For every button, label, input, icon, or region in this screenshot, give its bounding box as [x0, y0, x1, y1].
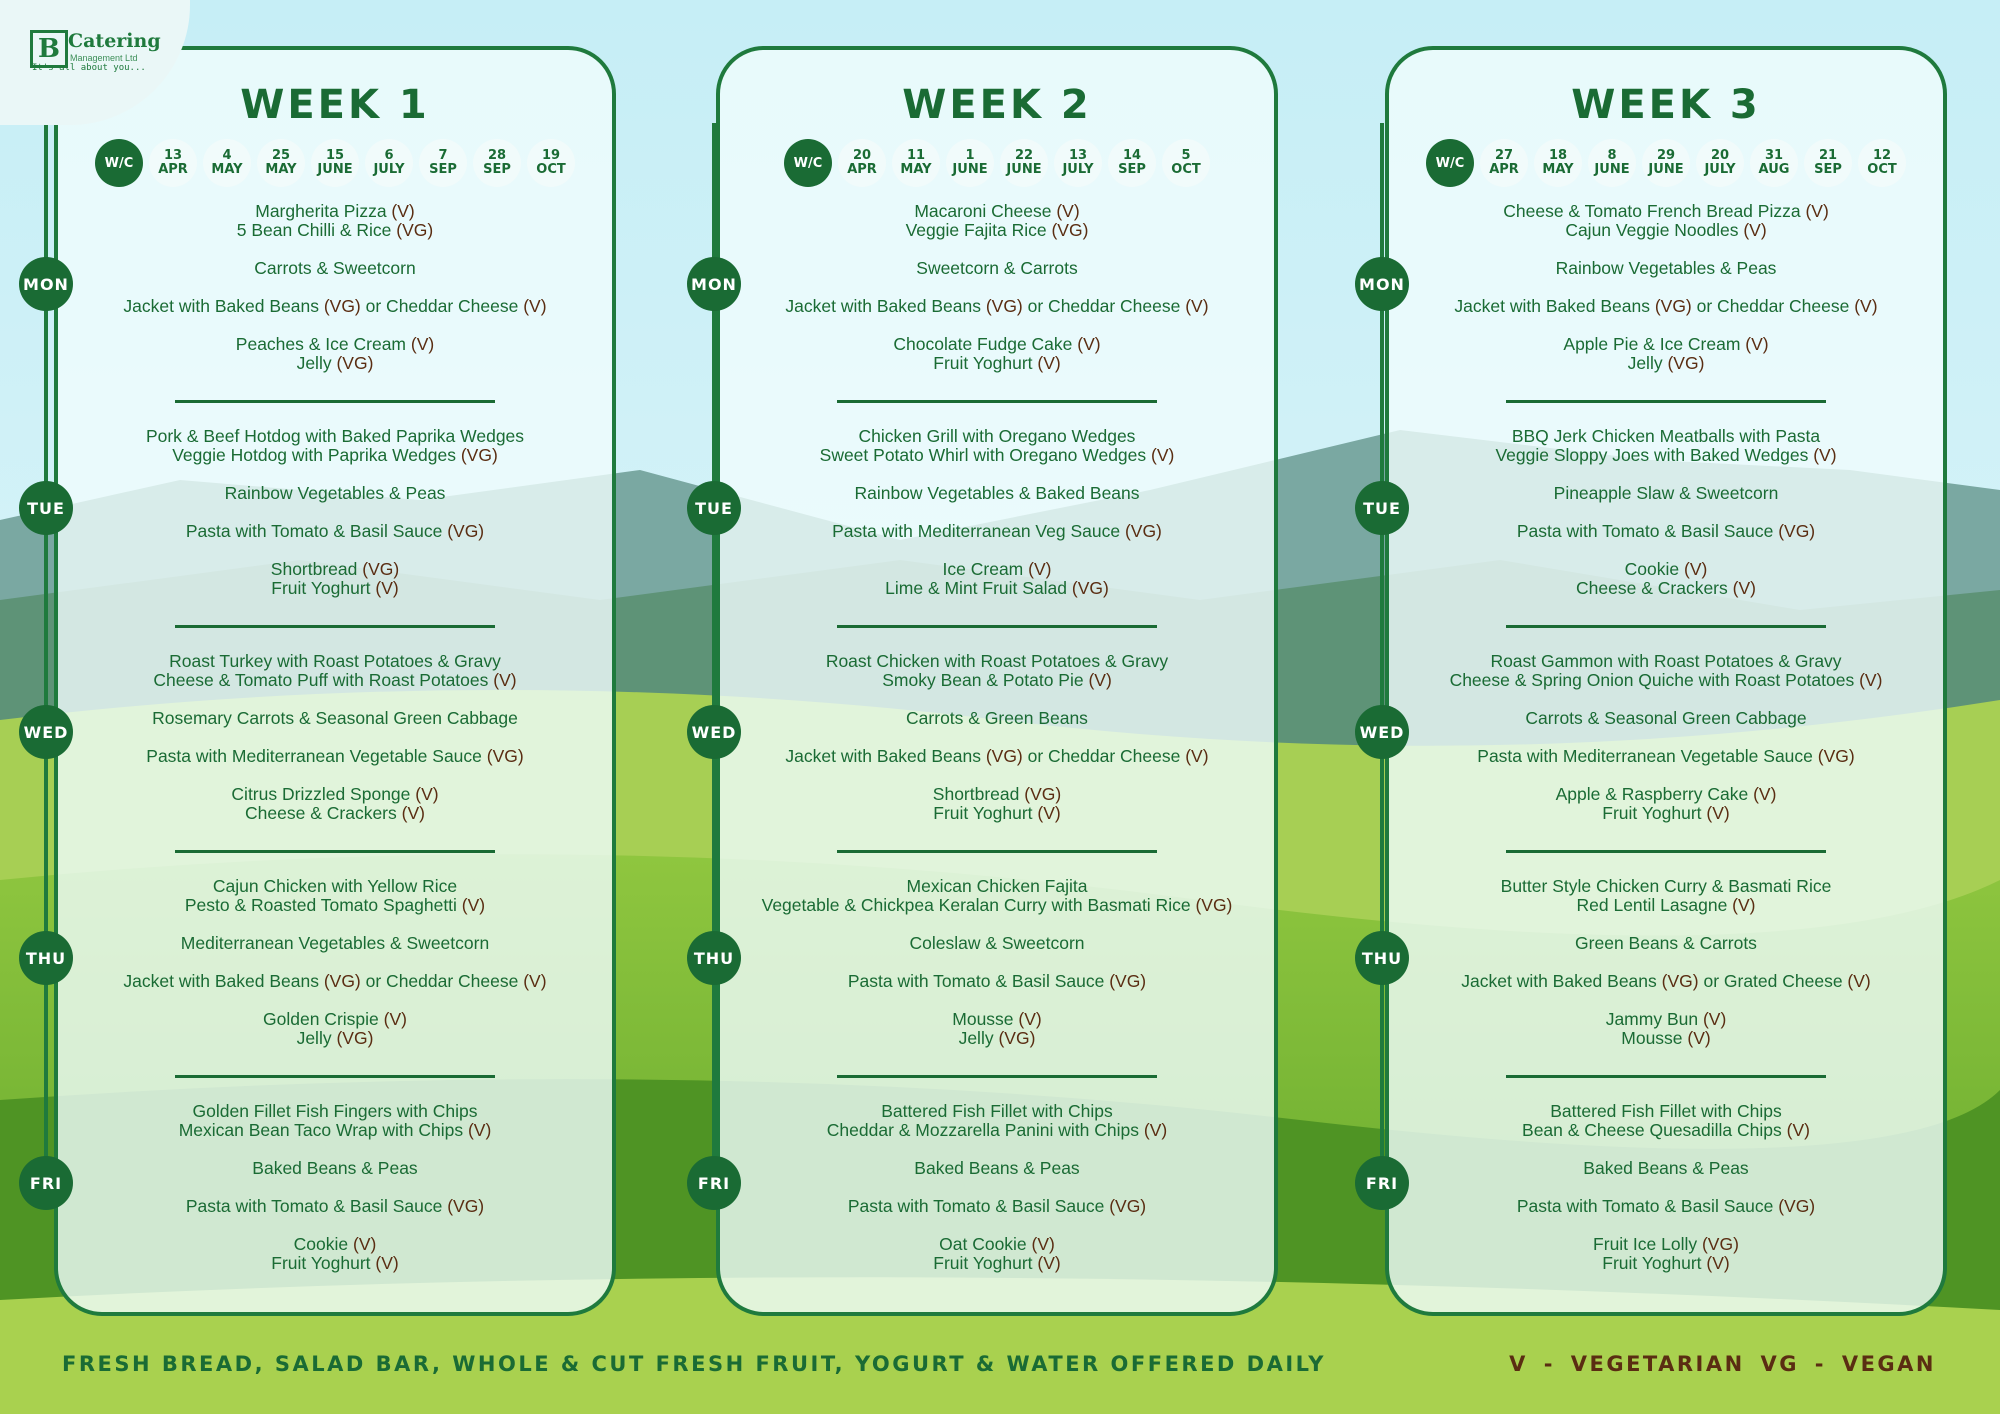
menu-item: Margherita Pizza (V) 5 Bean Chilli & Rice (VG): [236, 201, 434, 240]
menu-item: Pasta with Mediterranean Vegetable Sauce (VG): [1477, 746, 1855, 766]
menu-item: Pasta with Tomato & Basil Sauce (VG): [847, 971, 1147, 991]
menu-item: Peaches & Ice Cream (V) Jelly (VG): [235, 334, 435, 373]
menu-item: Jacket with Baked Beans (VG) or Cheddar Cheese (V): [785, 296, 1209, 316]
day-divider: [1506, 400, 1826, 403]
date-chip: 13 JULY: [1054, 139, 1102, 187]
diet-marker: (VG): [362, 559, 400, 579]
diet-marker: (V): [1753, 784, 1777, 804]
diet-marker: (V): [1031, 1234, 1055, 1254]
diet-marker: (VG): [985, 296, 1023, 316]
menu-item: Jacket with Baked Beans (VG) or Cheddar Cheese (V): [1454, 296, 1878, 316]
diet-marker: (V): [353, 1234, 377, 1254]
diet-marker: (V): [1706, 803, 1730, 823]
diet-marker: (V): [1185, 296, 1209, 316]
diet-marker: (V): [1786, 1120, 1810, 1140]
menu-item: Jacket with Baked Beans (VG) or Cheddar Cheese (V): [785, 746, 1209, 766]
menu-item: Apple Pie & Ice Cream (V) Jelly (VG): [1563, 334, 1769, 373]
day-divider: [175, 850, 495, 853]
week-commencing-badge: W/C: [784, 139, 832, 187]
diet-marker: (V): [1037, 353, 1061, 373]
menu-item: Pasta with Tomato & Basil Sauce (VG): [1516, 521, 1816, 541]
date-chip: 20 JULY: [1696, 139, 1744, 187]
date-chip: 19 OCT: [527, 139, 575, 187]
diet-marker: (V): [523, 296, 547, 316]
day-badge-mon: MON: [19, 257, 73, 311]
footer-daily-offer: FRESH BREAD, SALAD BAR, WHOLE & CUT FRESH FRUIT, YOGURT & WATER OFFERED DAILY: [62, 1352, 1326, 1376]
diet-marker: (V): [391, 201, 415, 221]
menu-item: Golden Crispie (V) Jelly (VG): [263, 1009, 407, 1048]
date-chip: 31 AUG: [1750, 139, 1798, 187]
menu-item: Shortbread (VG) Fruit Yoghurt (V): [932, 784, 1062, 823]
week-commencing-dates: [1389, 139, 1943, 187]
day-badge-thu: THU: [1355, 931, 1409, 985]
date-chip: 12 OCT: [1858, 139, 1906, 187]
date-chip: 4 MAY: [203, 139, 251, 187]
date-chip: 27 APR: [1480, 139, 1528, 187]
menu-item: Roast Gammon with Roast Potatoes & Gravy Cheese & Spring Onion Quiche with Roast Potatoes (V): [1449, 651, 1883, 690]
week-title: WEEK 1: [240, 82, 430, 128]
diet-marker: (V): [1805, 201, 1829, 221]
menu-item: Butter Style Chicken Curry & Basmati Rice Red Lentil Lasagne (V): [1500, 876, 1832, 915]
diet-marker: (VG): [1051, 220, 1089, 240]
menu-item: Ice Cream (V) Lime & Mint Fruit Salad (VG): [885, 559, 1109, 598]
logo-subtitle: Management Ltd: [70, 53, 138, 63]
menu-item: Baked Beans & Peas: [914, 1158, 1080, 1178]
day-menu-wed: [58, 652, 612, 842]
diet-marker: (VG): [1778, 521, 1816, 541]
diet-marker: (V): [1037, 1253, 1061, 1273]
diet-marker: (VG): [1817, 746, 1855, 766]
diet-marker: (V): [1056, 201, 1080, 221]
date-chip: 6 JULY: [365, 139, 413, 187]
diet-marker: (V): [467, 1120, 492, 1140]
menu-item: Fruit Ice Lolly (VG) Fruit Yoghurt (V): [1593, 1234, 1739, 1273]
day-divider: [1506, 625, 1826, 628]
menu-item: Mexican Chicken Fajita Vegetable & Chickpea Keralan Curry with Basmati Rice (VG): [761, 876, 1233, 915]
diet-marker: (VG): [336, 353, 374, 373]
diet-marker: (VG): [323, 971, 361, 991]
diet-marker: (VG): [1667, 353, 1705, 373]
diet-marker: (VG): [396, 220, 434, 240]
diet-marker: (VG): [985, 746, 1023, 766]
menu-item: Coleslaw & Sweetcorn: [909, 933, 1085, 953]
diet-marker: (VG): [447, 521, 485, 541]
day-badge-tue: TUE: [1355, 481, 1409, 535]
date-chip: 14 SEP: [1108, 139, 1156, 187]
menu-item: Cookie (V) Cheese & Crackers (V): [1576, 559, 1756, 598]
menu-item: Pineapple Slaw & Sweetcorn: [1553, 483, 1779, 503]
logo-tagline: It's all about you...: [32, 63, 146, 73]
diet-marker: (VG): [486, 746, 524, 766]
menu-item: Battered Fish Fillet with Chips Bean & Cheese Quesadilla Chips (V): [1522, 1101, 1810, 1140]
menu-item: Pasta with Tomato & Basil Sauce (VG): [185, 521, 485, 541]
date-chip: 22 JUNE: [1000, 139, 1048, 187]
diet-marker: (V): [1018, 1009, 1042, 1029]
logo-mark: B: [30, 30, 68, 68]
week-2-card: [716, 46, 1278, 1316]
diet-marker: (VG): [323, 296, 361, 316]
menu-item: Baked Beans & Peas: [1583, 1158, 1749, 1178]
date-chip: 11 MAY: [892, 139, 940, 187]
day-menu-tue: [720, 427, 1274, 617]
day-menu-thu: [720, 877, 1274, 1067]
diet-marker: (VG): [1195, 895, 1233, 915]
date-chip: 25 MAY: [257, 139, 305, 187]
day-menu-wed: [720, 652, 1274, 842]
diet-marker: (V): [410, 334, 435, 354]
menu-item: Pasta with Mediterranean Veg Sauce (VG): [832, 521, 1162, 541]
week-title: WEEK 2: [902, 82, 1092, 128]
diet-marker: (VG): [1071, 578, 1109, 598]
day-menu-wed: [1389, 652, 1943, 842]
diet-marker: (VG): [1701, 1234, 1739, 1254]
diet-marker: (VG): [1024, 784, 1062, 804]
diet-marker: (V): [461, 895, 486, 915]
menu-item: Pasta with Mediterranean Vegetable Sauce (VG): [146, 746, 524, 766]
day-menu-tue: [58, 427, 612, 617]
menu-item: Carrots & Seasonal Green Cabbage: [1525, 708, 1807, 728]
diet-marker: (VG): [998, 1028, 1036, 1048]
menu-item: Pasta with Tomato & Basil Sauce (VG): [1516, 1196, 1816, 1216]
diet-marker: (V): [1037, 803, 1061, 823]
week-commencing-dates: [58, 139, 612, 187]
diet-marker: (V): [415, 784, 439, 804]
diet-marker: (V): [1743, 220, 1767, 240]
diet-marker: (V): [1706, 1253, 1730, 1273]
day-divider: [1506, 1075, 1826, 1078]
menu-item: Mediterranean Vegetables & Sweetcorn: [180, 933, 490, 953]
menu-item: Apple & Raspberry Cake (V) Fruit Yoghurt (V): [1555, 784, 1777, 823]
menu-item: Battered Fish Fillet with Chips Cheddar & Mozzarella Panini with Chips (V): [826, 1101, 1168, 1140]
menu-item: Rosemary Carrots & Seasonal Green Cabbage: [152, 708, 518, 728]
day-divider: [837, 625, 1157, 628]
menu-item: Cajun Chicken with Yellow Rice Pesto & Roasted Tomato Spaghetti (V): [184, 876, 486, 915]
diet-marker: (V): [1143, 1120, 1168, 1140]
day-divider: [1506, 850, 1826, 853]
week-3-card: [1385, 46, 1947, 1316]
date-chip: 8 JUNE: [1588, 139, 1636, 187]
date-chip: 5 OCT: [1162, 139, 1210, 187]
day-menu-thu: [58, 877, 612, 1067]
day-badge-fri: FRI: [19, 1156, 73, 1210]
day-divider: [175, 1075, 495, 1078]
day-menu-fri: [58, 1102, 612, 1292]
week-title: WEEK 3: [1571, 82, 1761, 128]
diet-marker: (V): [1028, 559, 1052, 579]
diet-marker: (VG): [336, 1028, 374, 1048]
day-badge-fri: FRI: [1355, 1156, 1409, 1210]
day-menu-fri: [720, 1102, 1274, 1292]
menu-item: Rainbow Vegetables & Peas: [224, 483, 446, 503]
day-badge-thu: THU: [687, 931, 741, 985]
diet-marker: (V): [1088, 670, 1112, 690]
menu-item: Baked Beans & Peas: [252, 1158, 418, 1178]
date-chip: 29 JUNE: [1642, 139, 1690, 187]
menu-item: Chicken Grill with Oregano Wedges Sweet Potato Whirl with Oregano Wedges (V): [819, 426, 1175, 465]
date-chip: 20 APR: [838, 139, 886, 187]
menu-item: Jacket with Baked Beans (VG) or Grated Cheese (V): [1461, 971, 1871, 991]
diet-marker: (V): [375, 1253, 399, 1273]
day-divider: [837, 850, 1157, 853]
day-divider: [175, 625, 495, 628]
menu-item: Shortbread (VG) Fruit Yoghurt (V): [270, 559, 400, 598]
diet-marker: (V): [1684, 559, 1708, 579]
menu-item: Carrots & Sweetcorn: [254, 258, 416, 278]
diet-marker: (VG): [460, 445, 498, 465]
day-divider: [837, 400, 1157, 403]
day-menu-mon: [720, 202, 1274, 392]
date-chip: 13 APR: [149, 139, 197, 187]
week-commencing-badge: W/C: [95, 139, 143, 187]
menu-item: Rainbow Vegetables & Peas: [1555, 258, 1777, 278]
day-menu-fri: [1389, 1102, 1943, 1292]
menu-item: Cheese & Tomato French Bread Pizza (V) Cajun Veggie Noodles (V): [1503, 201, 1829, 240]
day-badge-mon: MON: [687, 257, 741, 311]
diet-marker: (V): [1854, 296, 1878, 316]
day-badge-thu: THU: [19, 931, 73, 985]
day-badge-wed: WED: [1355, 705, 1409, 759]
menu-item: Roast Turkey with Roast Potatoes & Gravy Cheese & Tomato Puff with Roast Potatoes (V): [153, 651, 517, 690]
diet-marker: (VG): [1109, 1196, 1147, 1216]
menu-item: Roast Chicken with Roast Potatoes & Gravy Smoky Bean & Potato Pie (V): [825, 651, 1169, 690]
day-badge-fri: FRI: [687, 1156, 741, 1210]
day-menu-mon: [1389, 202, 1943, 392]
menu-item: Sweetcorn & Carrots: [916, 258, 1078, 278]
menu-item: Golden Fillet Fish Fingers with Chips Mexican Bean Taco Wrap with Chips (V): [178, 1101, 492, 1140]
menu-item: Pasta with Tomato & Basil Sauce (VG): [185, 1196, 485, 1216]
diet-marker: (V): [383, 1009, 407, 1029]
date-chip: 28 SEP: [473, 139, 521, 187]
menu-item: Chocolate Fudge Cake (V) Fruit Yoghurt (V): [893, 334, 1101, 373]
day-menu-mon: [58, 202, 612, 392]
day-menu-thu: [1389, 877, 1943, 1067]
date-chip: 1 JUNE: [946, 139, 994, 187]
diet-marker: (VG): [1654, 296, 1692, 316]
diet-marker: (V): [1151, 445, 1175, 465]
day-divider: [175, 400, 495, 403]
date-chip: 18 MAY: [1534, 139, 1582, 187]
diet-marker: (V): [1732, 895, 1756, 915]
menu-item: Citrus Drizzled Sponge (V) Cheese & Crackers (V): [231, 784, 439, 823]
menu-item: Jacket with Baked Beans (VG) or Cheddar Cheese (V): [123, 296, 547, 316]
day-menu-tue: [1389, 427, 1943, 617]
diet-marker: (VG): [1109, 971, 1147, 991]
date-chip: 15 JUNE: [311, 139, 359, 187]
week-commencing-dates: [720, 139, 1274, 187]
diet-marker: (V): [1847, 971, 1871, 991]
menu-item: Macaroni Cheese (V) Veggie Fajita Rice (VG): [905, 201, 1089, 240]
day-badge-wed: WED: [19, 705, 73, 759]
diet-marker: (VG): [1124, 521, 1162, 541]
menu-item: Pasta with Tomato & Basil Sauce (VG): [847, 1196, 1147, 1216]
diet-marker: (VG): [447, 1196, 485, 1216]
day-badge-tue: TUE: [19, 481, 73, 535]
diet-marker: (V): [1813, 445, 1837, 465]
diet-marker: (V): [523, 971, 547, 991]
diet-marker: (V): [1185, 746, 1209, 766]
diet-marker: (V): [1077, 334, 1101, 354]
logo-name: Catering: [68, 30, 161, 52]
menu-item: Jammy Bun (V) Mousse (V): [1605, 1009, 1727, 1048]
diet-marker: (VG): [1778, 1196, 1816, 1216]
week-commencing-badge: W/C: [1426, 139, 1474, 187]
menu-item: Green Beans & Carrots: [1575, 933, 1757, 953]
menu-item: Mousse (V) Jelly (VG): [952, 1009, 1042, 1048]
date-chip: 7 SEP: [419, 139, 467, 187]
day-divider: [837, 1075, 1157, 1078]
menu-item: Carrots & Green Beans: [906, 708, 1088, 728]
footer-diet-key: V - VEGETARIAN VG - VEGAN: [1509, 1352, 1936, 1376]
date-chip: 21 SEP: [1804, 139, 1852, 187]
week-1-card: [54, 46, 616, 1316]
diet-marker: (V): [1745, 334, 1769, 354]
day-badge-wed: WED: [687, 705, 741, 759]
diet-marker: (V): [1687, 1028, 1711, 1048]
diet-marker: (V): [1859, 670, 1883, 690]
menu-item: Jacket with Baked Beans (VG) or Cheddar Cheese (V): [123, 971, 547, 991]
menu-item: Oat Cookie (V) Fruit Yoghurt (V): [933, 1234, 1061, 1273]
menu-item: Rainbow Vegetables & Baked Beans: [854, 483, 1140, 503]
menu-item: Pork & Beef Hotdog with Baked Paprika Wedges Veggie Hotdog with Paprika Wedges (VG): [145, 426, 525, 465]
diet-marker: (VG): [1661, 971, 1699, 991]
menu-item: BBQ Jerk Chicken Meatballs with Pasta Veggie Sloppy Joes with Baked Wedges (V): [1495, 426, 1837, 465]
diet-marker: (V): [401, 803, 425, 823]
day-badge-mon: MON: [1355, 257, 1409, 311]
diet-marker: (V): [375, 578, 399, 598]
diet-marker: (V): [1702, 1009, 1727, 1029]
menu-item: Cookie (V) Fruit Yoghurt (V): [271, 1234, 399, 1273]
diet-marker: (V): [1732, 578, 1756, 598]
day-badge-tue: TUE: [687, 481, 741, 535]
diet-marker: (V): [493, 670, 517, 690]
